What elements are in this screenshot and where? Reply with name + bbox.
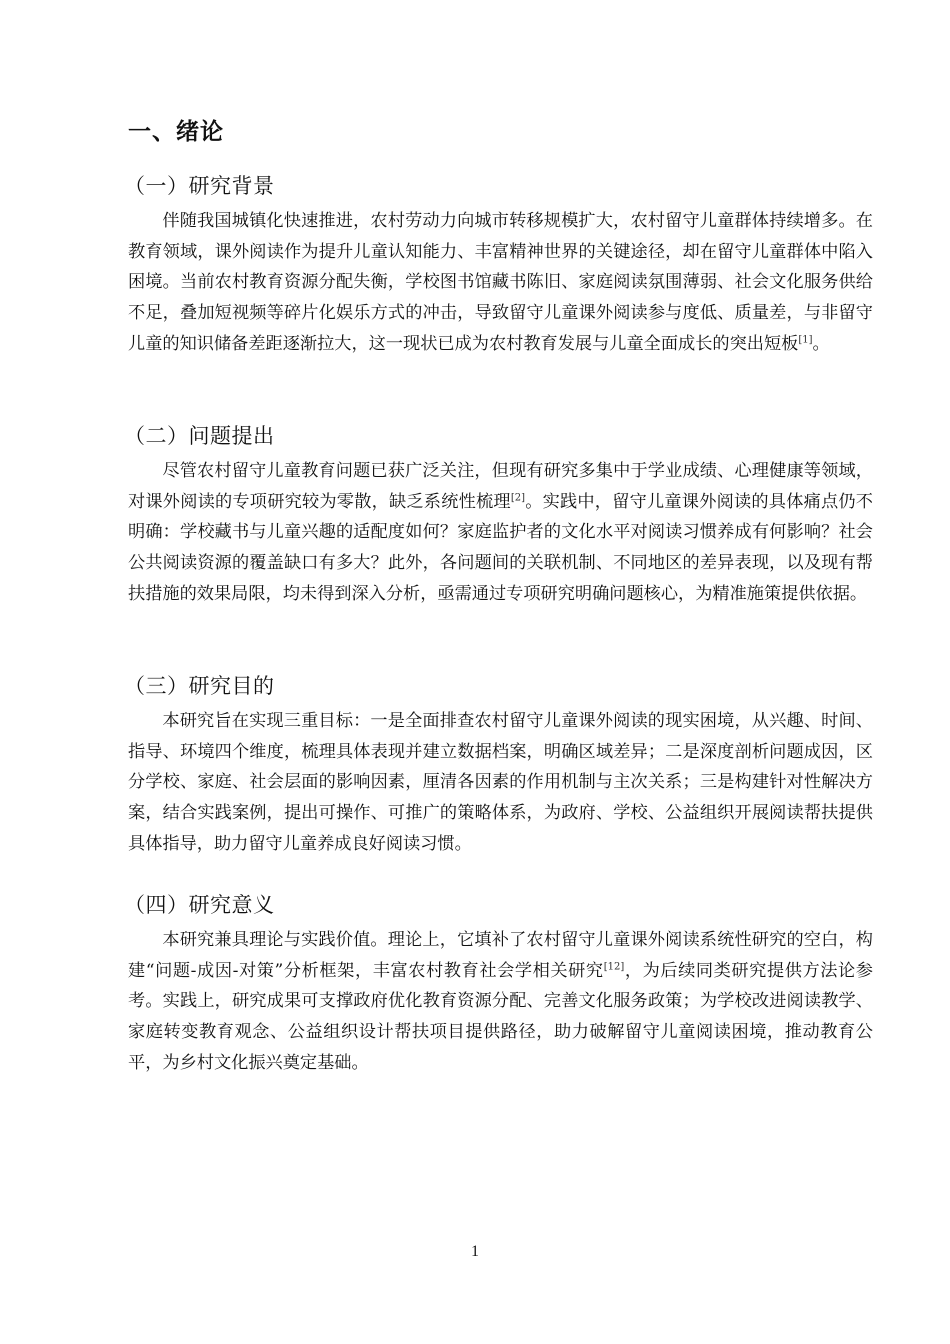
paragraph-problem <box>128 456 873 610</box>
paragraph-significance <box>128 925 873 1079</box>
paragraph-text: 。实践中，留守儿童课外阅读的具体痛点仍不明确：学校藏书与儿童兴趣的适配度如何？家庭监护者的文化水平对阅读习惯养成有何影响？社会公共阅读资源的覆盖缺口有多大？此外，各问题间的关联机制、不同地区的差异表现，以及现有帮扶措施的效果局限，均未得到深入分析，亟需通过专项研究明确问题核心，为精准施策提供依据。 <box>128 491 873 604</box>
chapter-title: 一、绪论 <box>128 119 224 145</box>
paragraph-text: 本研究兼具理论与实践价值。理论上，它填补了农村留守儿童课外阅读系统性研究的空白，构建“问题-成因-对策”分析框架，丰富农村教育社会学相关研究 <box>128 930 873 981</box>
paragraph-text: ，为后续同类研究提供方法论参考。实践上，研究成果可支撑政府优化教育资源分配、完善文化服务政策；为学校改进阅读教学、家庭转变教育观念、公益组织设计帮扶项目提供路径，助力破解留守儿童阅读困境，推动教育公平，为乡村文化振兴奠定基础。 <box>128 960 873 1073</box>
paragraph-text: 尽管农村留守儿童教育问题已获广泛关注，但现有研究多集中于学业成绩、心理健康等领域，对课外阅读的专项研究较为零散，缺乏系统性梳理 <box>128 461 873 512</box>
paragraph-background <box>128 206 873 360</box>
paragraph-text: 本研究旨在实现三重目标：一是全面排查农村留守儿童课外阅读的现实困境，从兴趣、时间、指导、环境四个维度，梳理具体表现并建立数据档案，明确区域差异；二是深度剖析问题成因，区分学校、家庭、社会层面的影响因素，厘清各因素的作用机制与主次关系；三是构建针对性解决方案，结合实践案例，提出可操作、可推广的策略体系，为政府、学校、公益组织开展阅读帮扶提供具体指导，助力留守儿童养成良好阅读习惯。 <box>128 711 873 854</box>
citation-marker: [12] <box>603 960 625 972</box>
section-heading-significance: （四）研究意义 <box>124 893 275 917</box>
paragraph-purpose <box>128 706 873 860</box>
citation-marker: [1] <box>798 334 813 346</box>
citation-marker: [2] <box>510 491 525 503</box>
page-number: 1 <box>471 1243 479 1260</box>
section-heading-background: （一）研究背景 <box>124 174 275 198</box>
paragraph-text: 。 <box>812 333 830 354</box>
section-heading-purpose: （三）研究目的 <box>124 674 275 698</box>
paragraph-text: 伴随我国城镇化快速推进，农村劳动力向城市转移规模扩大，农村留守儿童群体持续增多。在教育领域，课外阅读作为提升儿童认知能力、丰富精神世界的关键途径，却在留守儿童群体中陷入困境。当前农村教育资源分配失衡，学校图书馆藏书陈旧、家庭阅读氛围薄弱、社会文化服务供给不足，叠加短视频等碎片化娱乐方式的冲击，导致留守儿童课外阅读参与度低、质量差，与非留守儿童的知识储备差距逐渐拉大，这一现状已成为农村教育发展与儿童全面成长的突出短板 <box>128 211 873 354</box>
section-heading-problem: （二）问题提出 <box>124 424 275 448</box>
